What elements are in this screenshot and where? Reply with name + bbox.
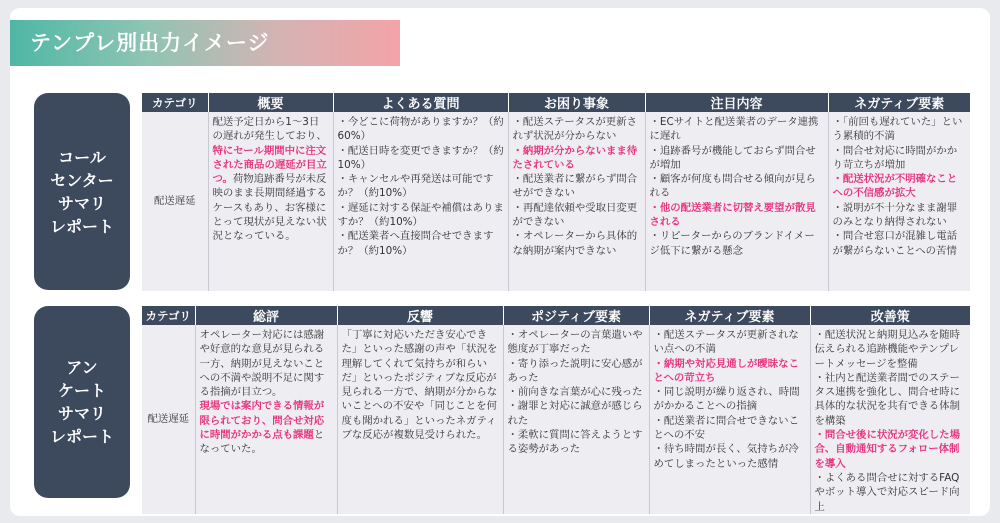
issue-item-highlight: ・納期が分からないまま待たされている xyxy=(512,144,638,171)
label-line: センター xyxy=(50,170,114,190)
negative-cell xyxy=(828,112,970,291)
header-positive: ポジティブ要素 xyxy=(503,306,649,325)
overview-highlight: 特にセール期間中に注文された商品の遅延が目立つ。 xyxy=(212,144,327,186)
faq-item: ・遅延に対する保証や補償はありますか？（約10%） xyxy=(337,201,504,229)
improvement-cell xyxy=(810,325,970,514)
page-title: テンプレ別出力イメージ xyxy=(10,20,400,66)
improvement-item: ・よくある問合せに対するFAQやボット導入で対応スピード向上 xyxy=(814,471,960,513)
table-header-row xyxy=(142,93,970,112)
header-negative: ネガティブ要素 xyxy=(828,93,970,112)
notable-item-highlight: ・他の配送業者に切替え要望が散見される xyxy=(649,201,816,229)
faq-item: ・配送日時を変更できますか？（約10%） xyxy=(337,144,504,171)
survey-summary-label xyxy=(34,306,130,498)
review-cell xyxy=(195,325,337,514)
survey-summary-table xyxy=(142,306,970,514)
notable-item: ・追跡番号が機能しておらず問合せが増加 xyxy=(649,144,816,171)
improvement-item: ・配送状況と納期見込みを随時伝えられる追跡機能やテンプレートメッセージを整備 xyxy=(814,329,960,370)
issue-item: ・再配達依頼や受取日変更ができない xyxy=(512,201,638,229)
category-cell: 配送遅延 xyxy=(142,325,195,514)
notable-item: ・ECサイトと配送業者のデータ連携に遅れ xyxy=(649,116,819,143)
notable-item: ・顧客が何度も問合せる傾向が見られる xyxy=(649,173,816,200)
header-category: カテゴリ xyxy=(142,93,208,112)
overview-text: 荷物追跡番号が未反映のまま長期間経過するケースもあり、お客様にとって現状が見えない状況となっている。 xyxy=(212,173,327,243)
issue-item: ・オペレーターから具体的な納期が案内できない xyxy=(512,230,638,257)
header-faq: よくある質問 xyxy=(333,93,508,112)
negative-item: ・「前回も遅れていた」という累積的不満 xyxy=(832,116,963,143)
negative-item-highlight: ・配送状況が不明確なことへの不信感が拡大 xyxy=(832,173,958,200)
positive-item: ・前向きな言葉が心に残った xyxy=(507,386,643,399)
header-notable: 注目内容 xyxy=(645,93,828,112)
faq-cell xyxy=(333,112,508,291)
reaction-cell: 「丁寧に対応いただき安心できた」といった感謝の声や「状況を理解してくれて気持ちが和らいだ」といったポジティブな反応が見られる一方で、納期が分からないことへの不安や「同じことを何度も聞かれる」といったネガティブな反応が複数見受けられた。 xyxy=(337,325,503,514)
header-review: 総評 xyxy=(195,306,337,325)
call-center-summary-label xyxy=(34,93,130,290)
call-center-summary-table xyxy=(142,93,970,291)
positive-item: ・謝罪と対応に誠意が感じられた xyxy=(507,400,643,427)
positive-item: ・寄り添った説明に安心感があった xyxy=(507,357,643,384)
negative-item: ・説明が不十分なまま謝罪のみとなり納得されない xyxy=(832,201,958,229)
header-issues: お困り事象 xyxy=(508,93,645,112)
improvement-item-highlight: ・問合せ後に状況が変化した場合、自動通知するフォロー体制を導入 xyxy=(814,429,960,470)
positive-cell xyxy=(503,325,649,514)
label-line: ケート xyxy=(57,381,106,400)
positive-item: ・オペレーターの言葉遣いや態度が丁寧だった xyxy=(507,329,643,356)
label-line: サマリ xyxy=(57,193,106,213)
faq-item: ・キャンセルや再発送は可能ですか？（約10%） xyxy=(337,173,494,200)
table-header-row xyxy=(142,306,970,325)
header-improvement: 改善策 xyxy=(810,306,970,325)
negative-item: ・問合せ窓口が混雑し電話が繋がらないことへの苦情 xyxy=(832,230,958,257)
issue-item: ・配送業者に繋がらず問合せができない xyxy=(512,173,638,200)
review-text: となっていた。 xyxy=(199,429,325,456)
label-line: コール xyxy=(58,147,106,167)
negative-item: ・待ち時間が長く、気持ちが冷めてしまったといった感情 xyxy=(653,443,799,470)
table-row xyxy=(142,325,970,514)
header-category: カテゴリ xyxy=(142,306,195,325)
review-highlight: 現場では案内できる情報が限られており、問合せ対応に時間がかかる点も課題 xyxy=(199,400,325,442)
label-line: サマリ xyxy=(57,404,106,423)
label-line: アン xyxy=(66,358,98,377)
header-overview: 概要 xyxy=(208,93,333,112)
table-row xyxy=(142,112,970,291)
label-line: レポート xyxy=(49,216,114,236)
positive-item: ・柔軟に質問に答えようとする姿勢があった xyxy=(507,429,643,456)
review-text: オペレーター対応には感謝や好意的な意見が見られる一方、納期が見えないことへの不満や説明不足に関する指摘が目立つ。 xyxy=(199,329,325,399)
issue-item: ・配送ステータスが更新されず状況が分からない xyxy=(512,116,637,143)
notable-cell xyxy=(645,112,828,291)
negative-cell xyxy=(649,325,810,514)
label-line: レポート xyxy=(49,427,114,446)
category-cell: 配送遅延 xyxy=(142,112,208,291)
faq-item: ・今どこに荷物がありますか？（約60%） xyxy=(337,116,504,143)
negative-item: ・配送業者に問合せできないことへの不安 xyxy=(653,414,799,442)
issues-cell xyxy=(508,112,645,291)
negative-item: ・同じ説明が繰り返され、時間がかかることへの指摘 xyxy=(653,386,800,413)
header-reaction: 反響 xyxy=(337,306,503,325)
header-negative: ネガティブ要素 xyxy=(649,306,810,325)
faq-item: ・配送業者へ直接問合せできますか？（約10%） xyxy=(337,230,494,257)
overview-text: 配送予定日から1～3日の遅れが発生しており、 xyxy=(212,116,327,143)
negative-item: ・問合せ対応に時間がかかり苛立ちが増加 xyxy=(832,144,958,171)
negative-item-highlight: ・納期や対応見通しが曖昧なことへの苛立ち xyxy=(653,357,799,384)
negative-item: ・配送ステータスが更新されない点への不満 xyxy=(653,329,799,356)
overview-cell xyxy=(208,112,333,291)
notable-item: ・リピーターからのブランドイメージ低下に繋がる懸念 xyxy=(649,230,815,257)
improvement-item: ・社内と配送業者間でのステータス連携を強化し、問合せ時に具体的な状況を共有できる体制を構築 xyxy=(814,371,960,427)
